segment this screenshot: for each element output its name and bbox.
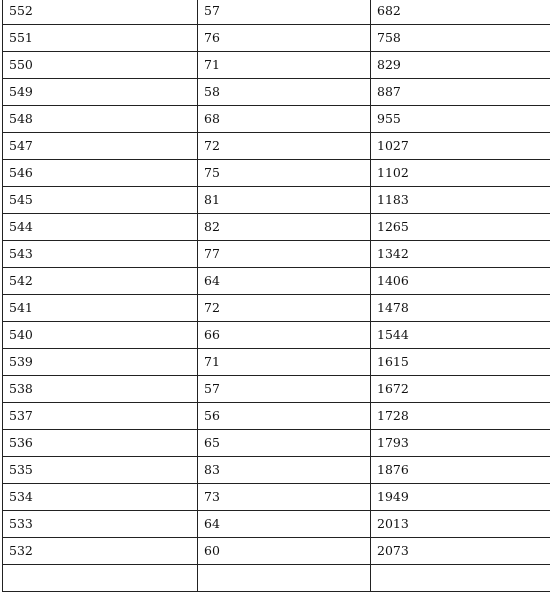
score-cell: 543 xyxy=(3,241,198,268)
count-cell: 66 xyxy=(198,322,371,349)
count-cell: 73 xyxy=(198,484,371,511)
score-cell: 536 xyxy=(3,430,198,457)
cumulative-cell: 1102 xyxy=(371,160,550,187)
score-cell: 552 xyxy=(3,0,198,25)
cumulative-cell: 1876 xyxy=(371,457,550,484)
table-row xyxy=(3,214,550,241)
cumulative-cell: 1672 xyxy=(371,376,550,403)
score-cell: 547 xyxy=(3,133,198,160)
table-row xyxy=(3,160,550,187)
score-cell: 537 xyxy=(3,403,198,430)
table-row xyxy=(3,322,550,349)
cumulative-cell: 2073 xyxy=(371,538,550,565)
cumulative-cell: 1793 xyxy=(371,430,550,457)
score-cell: 540 xyxy=(3,322,198,349)
count-cell: 68 xyxy=(198,106,371,133)
score-table-body xyxy=(3,0,550,592)
score-cell: 545 xyxy=(3,187,198,214)
cumulative-cell: 758 xyxy=(371,25,550,52)
cumulative-cell: 1183 xyxy=(371,187,550,214)
table-row xyxy=(3,295,550,322)
count-cell: 81 xyxy=(198,187,371,214)
table-row xyxy=(3,565,550,592)
count-cell: 64 xyxy=(198,268,371,295)
score-cell: 551 xyxy=(3,25,198,52)
table-row xyxy=(3,430,550,457)
table-row xyxy=(3,511,550,538)
cumulative-cell: 955 xyxy=(371,106,550,133)
score-cell: 548 xyxy=(3,106,198,133)
score-table-container xyxy=(2,0,550,592)
score-cell xyxy=(3,565,198,592)
count-cell: 77 xyxy=(198,241,371,268)
table-row xyxy=(3,403,550,430)
score-cell: 541 xyxy=(3,295,198,322)
count-cell: 58 xyxy=(198,79,371,106)
score-cell: 535 xyxy=(3,457,198,484)
table-row xyxy=(3,484,550,511)
score-cell: 539 xyxy=(3,349,198,376)
score-cell: 534 xyxy=(3,484,198,511)
cumulative-cell: 1949 xyxy=(371,484,550,511)
table-row xyxy=(3,349,550,376)
count-cell: 65 xyxy=(198,430,371,457)
count-cell: 82 xyxy=(198,214,371,241)
count-cell: 60 xyxy=(198,538,371,565)
count-cell: 83 xyxy=(198,457,371,484)
table-row xyxy=(3,268,550,295)
cumulative-cell xyxy=(371,565,550,592)
table-row xyxy=(3,106,550,133)
count-cell: 76 xyxy=(198,25,371,52)
table-row xyxy=(3,52,550,79)
count-cell: 72 xyxy=(198,295,371,322)
cumulative-cell: 1544 xyxy=(371,322,550,349)
score-cell: 549 xyxy=(3,79,198,106)
table-row xyxy=(3,241,550,268)
score-table xyxy=(2,0,550,592)
cumulative-cell: 829 xyxy=(371,52,550,79)
table-row xyxy=(3,79,550,106)
count-cell: 57 xyxy=(198,376,371,403)
score-cell: 538 xyxy=(3,376,198,403)
table-row xyxy=(3,25,550,52)
cumulative-cell: 1728 xyxy=(371,403,550,430)
count-cell xyxy=(198,565,371,592)
score-cell: 542 xyxy=(3,268,198,295)
cumulative-cell: 1265 xyxy=(371,214,550,241)
count-cell: 64 xyxy=(198,511,371,538)
count-cell: 57 xyxy=(198,0,371,25)
table-row xyxy=(3,538,550,565)
count-cell: 72 xyxy=(198,133,371,160)
score-cell: 550 xyxy=(3,52,198,79)
cumulative-cell: 1342 xyxy=(371,241,550,268)
cumulative-cell: 2013 xyxy=(371,511,550,538)
count-cell: 56 xyxy=(198,403,371,430)
score-cell: 546 xyxy=(3,160,198,187)
cumulative-cell: 1478 xyxy=(371,295,550,322)
count-cell: 71 xyxy=(198,52,371,79)
score-cell: 532 xyxy=(3,538,198,565)
cumulative-cell: 887 xyxy=(371,79,550,106)
cumulative-cell: 1615 xyxy=(371,349,550,376)
score-cell: 544 xyxy=(3,214,198,241)
table-row xyxy=(3,133,550,160)
table-row xyxy=(3,376,550,403)
table-row xyxy=(3,457,550,484)
count-cell: 71 xyxy=(198,349,371,376)
count-cell: 75 xyxy=(198,160,371,187)
table-row xyxy=(3,187,550,214)
cumulative-cell: 1027 xyxy=(371,133,550,160)
cumulative-cell: 682 xyxy=(371,0,550,25)
table-row xyxy=(3,0,550,25)
score-cell: 533 xyxy=(3,511,198,538)
cumulative-cell: 1406 xyxy=(371,268,550,295)
